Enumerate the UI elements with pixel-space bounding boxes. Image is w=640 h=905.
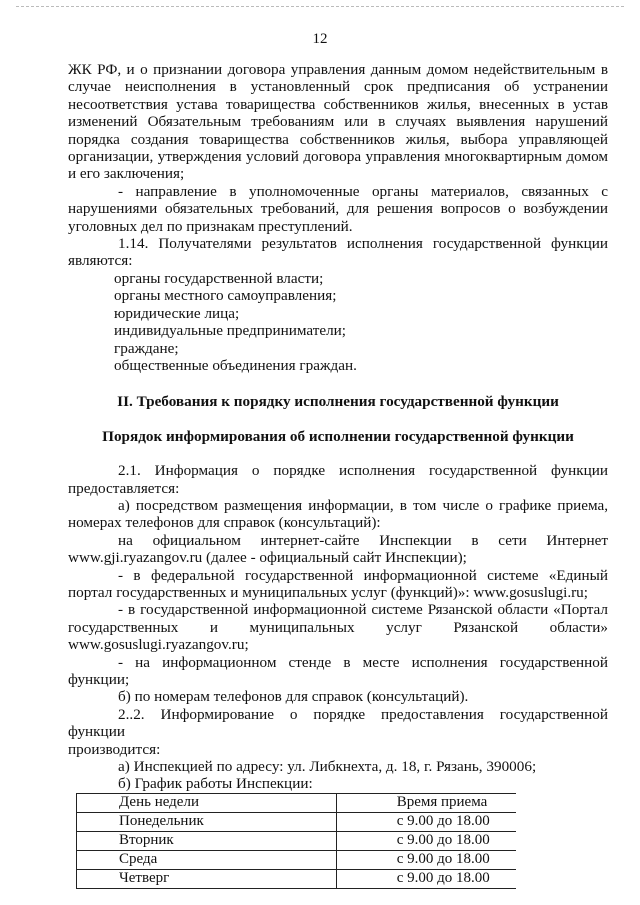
- text-line: 1.14. Получателями результатов исполнения государственной функции: [118, 235, 608, 253]
- table-row: [77, 812, 517, 831]
- scan-top-edge: [16, 6, 624, 7]
- document-body: [68, 61, 608, 889]
- text-line: 2.1. Информация о порядке исполнения государственной функции: [118, 462, 608, 480]
- paragraph-block-3: [68, 235, 608, 270]
- list-item: органы местного самоуправления;: [114, 287, 337, 305]
- text-line: нарушениями обязательных требований, для решения вопросов о возбуждении: [68, 200, 608, 218]
- text-line: порядка создания товарищества собственников жилья, выбора управляющей: [68, 130, 608, 148]
- text-line: случае неисполнения в установленный срок предписания об устранении: [68, 78, 608, 96]
- table-cell-day: Понедельник: [77, 812, 337, 831]
- list-item: общественные объединения граждан.: [114, 356, 357, 374]
- table-cell-time: с 9.00 до 18.00: [336, 812, 516, 831]
- text-line: - в федеральной государственной информационной системе «Единый: [118, 566, 608, 584]
- table-cell-day: Вторник: [77, 831, 337, 850]
- list-item: граждане;: [114, 339, 179, 357]
- text-line: на официальном интернет-сайте Инспекции в сети Интернет: [118, 531, 608, 549]
- column-header: Время приема: [336, 793, 516, 812]
- text-line: являются:: [68, 252, 133, 270]
- text-line: предоставляется:: [68, 479, 180, 497]
- table-cell-time: с 9.00 до 18.00: [336, 831, 516, 850]
- text-line: ЖК РФ, и о признании договора управления данным домом недействительным в: [68, 61, 608, 78]
- text-line: - на информационном стенде в месте исполнения государственной: [118, 653, 608, 671]
- table-cell-day: Среда: [77, 850, 337, 869]
- schedule-table: [76, 793, 516, 889]
- table-row: [77, 850, 517, 869]
- paragraph-block-1: [68, 61, 608, 183]
- sub-heading: Порядок информирования об исполнении государственной функции: [102, 427, 574, 445]
- text-line: - направление в уполномоченные органы материалов, связанных с: [118, 182, 608, 200]
- table-cell-time: с 9.00 до 18.00: [336, 869, 516, 888]
- table-cell-time: с 9.00 до 18.00: [336, 850, 516, 869]
- paragraph-block-4: [68, 462, 608, 793]
- recipients-list: [68, 270, 608, 374]
- page-number: 12: [312, 31, 328, 47]
- text-line: а) посредством размещения информации, в том числе о графике приема,: [118, 496, 608, 514]
- text-line: www.gji.ryazangov.ru (далее - официальный сайт Инспекции);: [68, 549, 467, 567]
- list-item: юридические лица;: [114, 304, 240, 322]
- table-row: [77, 869, 517, 888]
- table-row: [77, 831, 517, 850]
- table-cell-day: Четверг: [77, 869, 337, 888]
- text-line: организации, утверждения условий договора управления многоквартирным домом: [68, 148, 608, 166]
- text-line: - в государственной информационной системе Рязанской области «Портал: [118, 601, 608, 619]
- text-line: функции;: [68, 671, 130, 688]
- text-line: 2..2. Информирование о порядке предоставления государственной функции: [68, 705, 608, 741]
- section-heading: II. Требования к порядку исполнения государственной функции: [117, 393, 559, 411]
- text-line: номерах телефонов для справок (консультаций):: [68, 514, 381, 532]
- text-line: уголовных дел по признакам преступлений.: [68, 217, 353, 235]
- list-item: индивидуальные предприниматели;: [114, 322, 347, 340]
- text-line: государственных и муниципальных услуг Рязанской области»: [68, 618, 608, 636]
- text-line: несоответствия устава товарищества собственников жилья, внесенных в устав: [68, 95, 608, 113]
- paragraph-block-2: [68, 183, 608, 235]
- table-header-row: [77, 793, 517, 812]
- text-line: а) Инспекцией по адресу: ул. Либкнехта, д. 18, г. Рязань, 390006;: [118, 758, 537, 776]
- text-line: производится:: [68, 740, 161, 758]
- text-line: б) График работы Инспекции:: [118, 775, 313, 793]
- text-line: портал государственных и муниципальных услуг (функций)»: www.gosuslugi.ru;: [68, 583, 588, 601]
- text-line: и его заключения;: [68, 165, 185, 183]
- text-line: б) по номерам телефонов для справок (консультаций).: [118, 688, 469, 706]
- list-item: органы государственной власти;: [114, 269, 324, 287]
- column-header: День недели: [77, 793, 337, 812]
- text-line: изменений Обязательным требованиям или в случаях выявления нарушений: [68, 113, 608, 131]
- text-line: www.gosuslugi.ryazangov.ru;: [68, 636, 249, 654]
